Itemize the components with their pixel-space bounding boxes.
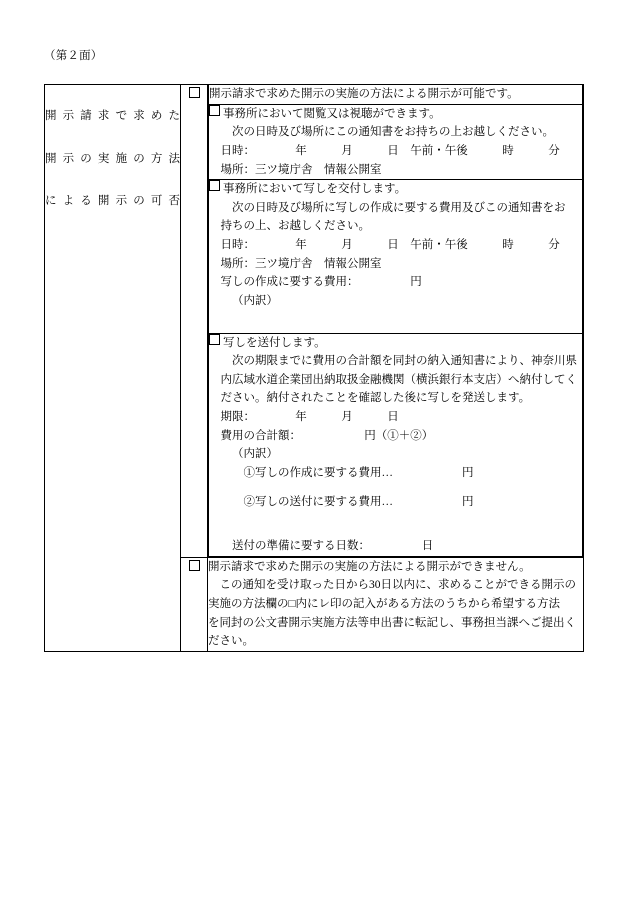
option-mail-line-6: （内訳）: [232, 448, 278, 461]
option-copy-pickup-line-3: 日時： 年 月 日 午前・午後 時 分: [220, 239, 560, 251]
option-mail-line-3: ださい。納付されたことを確認した後に写しを発送します。: [220, 392, 531, 405]
option-mail-line-8: ②写しの送付に要する費用… 円: [243, 495, 474, 508]
row-header-label: [45, 85, 180, 234]
option-mail-line-9: 送付の準備に要する日数： 日: [232, 540, 434, 553]
spacer: [209, 483, 582, 493]
possible-heading-cell: [209, 85, 583, 104]
option-copy-pickup-title-line: [209, 180, 582, 199]
option-row-mail: [209, 333, 583, 556]
page-label: （第２面）: [44, 50, 103, 62]
checkbox-empty-icon[interactable]: [189, 560, 200, 571]
option-copy-pickup-line-1: 次の日時及び場所に写しの作成に要する費用及びこの通知書をお: [232, 201, 566, 214]
spacer: [209, 511, 582, 537]
disclosure-method-table: [44, 84, 584, 652]
checkbox-empty-icon[interactable]: [189, 87, 200, 98]
possible-options-table: [208, 85, 583, 557]
option-viewing-line-2: 日時： 年 月 日 午前・午後 時 分: [220, 144, 560, 157]
option-viewing-title-line: [209, 105, 582, 124]
not-possible-line-2: 実施の方法欄の□内にレ印の記入がある方法のうちから希望する方法: [208, 598, 560, 610]
not-possible-line-4: ださい。: [208, 635, 254, 648]
row-header-line-3: に よ る 開 示 の 可 否: [45, 195, 180, 208]
checkbox-empty-icon[interactable]: [209, 180, 220, 191]
row-header-line-2: 開 示 の 実 施 の 方 法: [45, 152, 180, 165]
not-possible-line-1: この通知を受け取った日から30日以内に、求めることができる開示の: [219, 579, 576, 592]
option-copy-pickup-line-5: 写しの作成に要する費用： 円: [220, 276, 422, 289]
row-header-cell: [45, 85, 181, 652]
possible-checkbox-cell[interactable]: [181, 85, 208, 558]
option-mail-cell: [209, 333, 583, 556]
not-possible-section-cell: [208, 557, 584, 651]
option-mail-line-2: 内広域水道企業団出納取扱金融機関（横浜銀行本支店）へ納付してく: [220, 373, 577, 386]
option-viewing-line-3: 場所：三ツ境庁舎 情報公開室: [220, 163, 382, 176]
option-copy-pickup-line-6: （内訳）: [232, 294, 278, 307]
option-mail-line-1: 次の期限までに費用の合計額を同封の納入通知書により、神奈川県: [232, 355, 577, 368]
row-header-line-1: 開 示 請 求 で 求 め た: [45, 110, 180, 123]
possible-section-cell: [208, 85, 584, 558]
option-viewing-line-1: 次の日時及び場所にこの通知書をお持ちの上お越しください。: [232, 126, 554, 139]
spacer: [209, 311, 582, 333]
option-mail-title-line: [209, 334, 582, 353]
checkbox-empty-icon[interactable]: [209, 105, 220, 116]
not-possible-heading-text: 開示請求で求めた開示の実施の方法による開示ができません。: [208, 560, 531, 573]
option-copy-pickup-title: 事務所において写しを交付します。: [223, 183, 407, 196]
option-copy-pickup-line-2: 持ちの上、お越しください。: [220, 220, 370, 233]
not-possible-checkbox-cell[interactable]: [181, 557, 208, 651]
checkbox-empty-icon[interactable]: [209, 334, 220, 345]
option-mail-title: 写しを送付します。: [223, 336, 326, 349]
option-mail-line-5: 費用の合計額： 円（①＋②）: [220, 429, 434, 442]
option-mail-line-4: 期限： 年 月 日: [220, 411, 399, 423]
option-copy-pickup-line-4: 場所：三ツ境庁舎 情報公開室: [220, 257, 382, 270]
option-mail-line-7: ①写しの作成に要する費用… 円: [243, 466, 474, 479]
option-copy-pickup-cell: [209, 180, 583, 333]
option-viewing-title: 事務所において閲覧又は視聴ができます。: [223, 107, 441, 120]
option-row-viewing: [209, 104, 583, 180]
option-viewing-cell: [209, 104, 583, 180]
possible-heading-row: [209, 85, 583, 104]
table-row: [45, 85, 584, 558]
not-possible-line-3: を同封の公文書開示実施方法等申出書に転記し、事務担当課へご提出く: [208, 616, 576, 629]
option-row-copy-pickup: [209, 180, 583, 333]
possible-heading-text: 開示請求で求めた開示の実施の方法による開示が可能です。: [209, 88, 519, 100]
